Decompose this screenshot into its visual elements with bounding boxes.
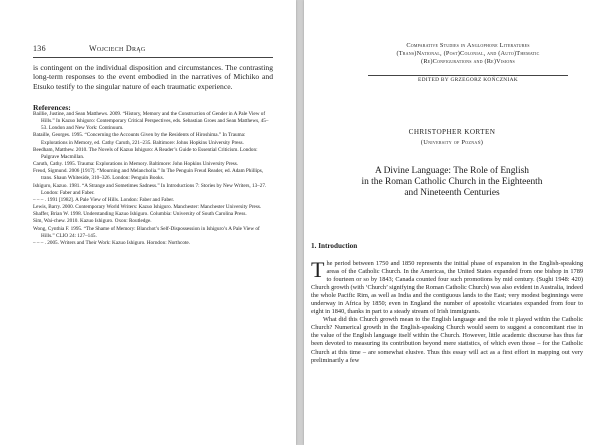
reference-item: Baillie, Justine, and Sean Matthews. 2009. “History, Memory and the Construction of Gender in A Pale View of Hills.” In Kazuo Ishiguro: Contemporary Critical Perspectives, eds. Sebastian Groes and Sean Matthews, 45–53. London and New York: Continuum. (33, 111, 269, 132)
journal-title-line: Comparative Studies in Anglophone Literatures (406, 42, 530, 49)
editors-line: EDITED BY GRZEGORZ KOŃCZNIAK (418, 77, 518, 83)
reference-item: Ishiguro, Kazuo. 1981. “A Strange and Sometimes Sadness.” In Introductions 7: Stories by New Writers, 13–27. London: Faber and Faber. (33, 182, 267, 196)
second-paragraph: What did this Church growth mean to the English language and the role it played within the Catholic Church? Numerical growth in the English-speaking Church would seem to suggest a concomitant rise in the value of the English language itself within the Church. However, little academic discourse has thus far been devoted to measuring its contribution beyond mere statistics, of which even those – for the Catholic Church at this time – are somewhat elusive. Thus this essay will act as a first effort in mapping out very preliminarily a few (311, 316, 583, 364)
right-body-text (311, 257, 583, 365)
intro-paragraph (311, 257, 583, 316)
reference-item: – – – . 2005. Writers and Their Work: Kazuo Ishiguro. Horndon: Northcote. (33, 239, 190, 246)
reference-item: Shaffer, Brian W. 1998. Understanding Kazuo Ishiguro. Columbia: University of South Carolina Press. (33, 211, 247, 218)
author-affiliation: (University of Poznań) (420, 139, 484, 146)
left-body-text (33, 63, 273, 91)
reference-item: Freud, Sigmund. 2006 [1917]. “Mourning and Melancholia.” In The Penguin Freud Reader, ed. Adam Phillips, trans. Shaun Whiteside, 310–326. London: Penguin Books. (33, 168, 264, 182)
journal-subtitle-line: (Trans)National, (Post)Colonial, and (Auto)Thematic (396, 50, 540, 57)
reference-item: Wong, Cynthia F. 1995. “The Shame of Memory: Blanchot’s Self-Dispossession in Ishiguro’s A Pale View of Hills.” CLIO 24: 127–145. (33, 225, 260, 239)
article-author: CHRISTOPHER KORTEN (408, 128, 496, 136)
body-paragraph: is contingent on the individual disposition and circumstances. The contrasting long-term responses to the event embodied in the narratives of Michiko and Etsuko testify to the singular nature of each traumatic experience. (33, 63, 273, 91)
reference-item: Bataille, Georges. 1995. “Concerning the Accounts Given by the Residents of Hiroshima.” In Trauma: Explorations in Memory, ed. Cathy Caruth, 221–235. Baltimore: Johns Hopkins University Press. (33, 132, 246, 146)
running-head-author: Wojciech Drąg (89, 44, 146, 53)
reference-item: Caruth, Cathy. 1995. Trauma: Explorations in Memory. Baltimore: John Hopkins University Press. (33, 161, 239, 168)
drop-cap: T (311, 257, 325, 282)
journal-subtitle-line: (Re)Configurations and (Re)Visions (421, 58, 515, 65)
article-title-line: A Divine Language: The Role of English (375, 166, 529, 176)
reference-item: Sim, Wai-chew. 2010. Kazuo Ishiguro. Oxon: Routledge. (33, 218, 152, 225)
references-heading: References: (33, 103, 71, 112)
journal-rule (368, 75, 568, 76)
article-title (304, 166, 600, 199)
left-page (0, 0, 296, 445)
reference-item: Lewis, Barry. 2000. Contemporary World Writers: Kazuo Ishiguro. Manchester: Manchester University Press. (33, 204, 262, 211)
page-number: 136 (33, 44, 46, 53)
intro-paragraph-text: he period between 1750 and 1850 represents the initial phase of expansion in the English-speaking areas of the Catholic Church. In the Americas, the United States expanded from one bishop in 1789 to fourteen or so by 1843; Canada counted four such promotions by mid century. (Sughi 1948: 420) Church growth (with ‘Church’ signifying the Roman Catholic Church) was also evident in Australia, indeed the whole Pacific Rim, as well as India and the contiguous lands to the East; very modest beginnings were underway in Africa by 1850; even in England the number of apostolic vicariates expanded from four to eight in 1840, thanks in part to a steady stream of Irish immigrants. (311, 260, 583, 316)
article-title-line: and Nineteenth Centuries (404, 188, 500, 198)
right-page (304, 0, 600, 445)
header-rule (33, 57, 273, 58)
section-heading: 1. Introduction (311, 242, 358, 250)
references-list (33, 111, 273, 247)
reference-item: – – – . 1991 [1982]. A Pale View of Hills. London: Faber and Faber. (33, 196, 175, 203)
reference-item: Beedham, Matthew. 2010. The Novels of Kazuo Ishiguro: A Reader’s Guide to Essential Criticism. London: Palgrave Macmillan. (33, 146, 258, 160)
article-title-line: in the Roman Catholic Church in the Eighteenth (361, 177, 543, 187)
journal-title (368, 42, 568, 66)
